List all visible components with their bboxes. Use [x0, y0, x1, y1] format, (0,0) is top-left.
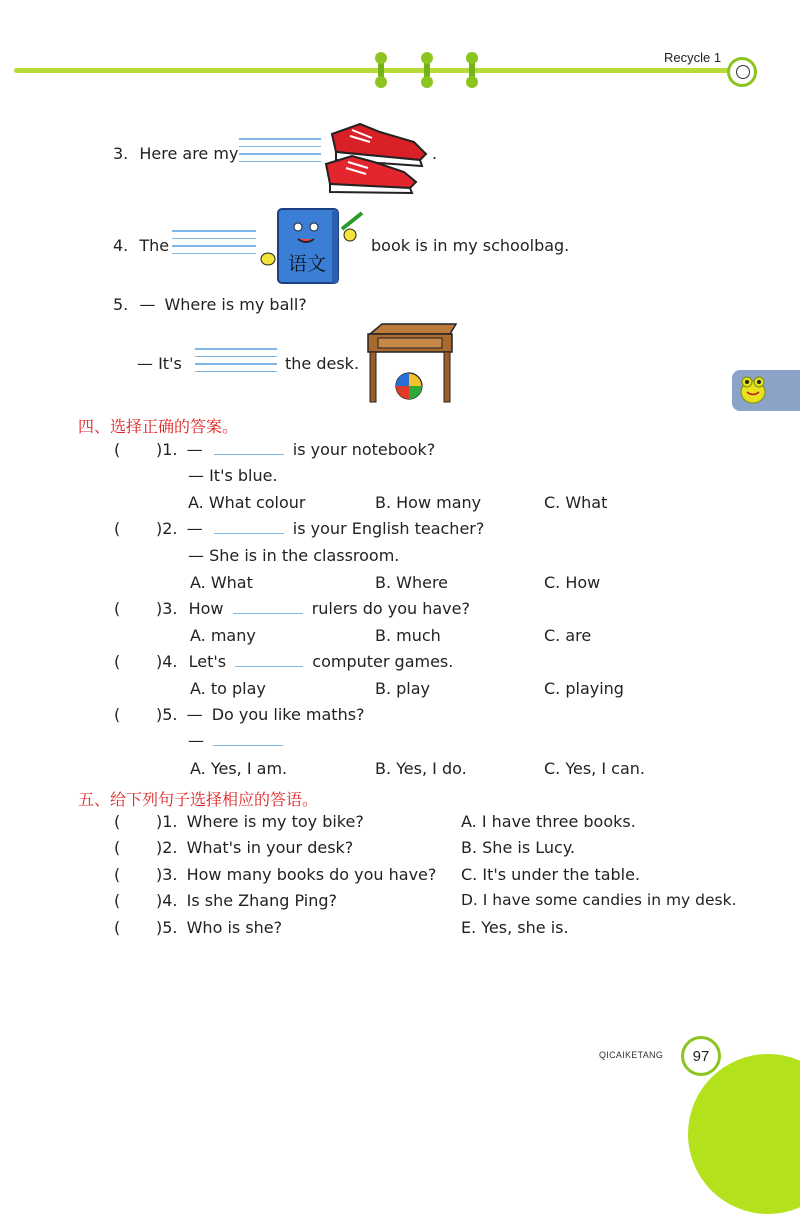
option-a[interactable]: A. many	[190, 626, 256, 645]
question-line	[156, 707, 365, 723]
question-number: )1.	[156, 440, 178, 459]
desk-with-ball-image	[364, 322, 458, 404]
answer-paren[interactable]: (	[114, 812, 121, 831]
item-text: The	[139, 236, 170, 255]
mascot-logo-icon	[727, 57, 757, 87]
item-number: 3.	[113, 144, 129, 163]
dash: —	[186, 519, 203, 538]
question-text: Do you like maths?	[211, 705, 365, 724]
section-5-heading: 五、给下列句子选择相应的答语。	[78, 790, 319, 809]
header-bar	[14, 68, 732, 73]
question-text: computer games.	[312, 652, 454, 671]
reply-text: — She is in the classroom.	[188, 546, 400, 565]
answer-paren[interactable]: (	[114, 652, 121, 671]
match-question	[156, 893, 337, 909]
option-b[interactable]: B. play	[375, 679, 431, 698]
question-number: )3.	[156, 599, 178, 618]
sneakers-image	[322, 112, 434, 194]
binder-pin-icon	[378, 54, 384, 86]
answer-blank[interactable]	[239, 138, 321, 176]
option-c[interactable]: C. What	[544, 493, 608, 512]
question-text: How	[188, 599, 224, 618]
match-question	[156, 840, 353, 856]
fill-item-5	[113, 297, 307, 313]
chinese-book-image	[258, 205, 366, 289]
answer-blank[interactable]	[235, 666, 303, 667]
question-number: )5.	[156, 918, 178, 937]
section-4-heading: 四、选择正确的答案。	[78, 417, 239, 436]
match-question	[156, 814, 364, 830]
dash: —	[188, 731, 204, 750]
answer-blank[interactable]	[233, 613, 303, 614]
question-line	[156, 442, 435, 458]
answer-paren[interactable]: (	[114, 838, 121, 857]
question-text: is your English teacher?	[292, 519, 485, 538]
question-text: rulers do you have?	[311, 599, 470, 618]
answer-blank[interactable]	[172, 230, 256, 268]
option-b[interactable]: B. Where	[375, 573, 449, 592]
question-number: )2.	[156, 519, 178, 538]
answer-paren[interactable]: (	[114, 918, 121, 937]
page-number: 97	[681, 1036, 721, 1076]
binder-pin-icon	[469, 54, 475, 86]
question-text: Let's	[188, 652, 227, 671]
option-c[interactable]: C. playing	[544, 679, 624, 698]
option-b[interactable]: B. much	[375, 626, 441, 645]
answer-paren[interactable]: (	[114, 599, 121, 618]
match-answer: D. I have some candies in my desk.	[461, 891, 737, 909]
answer-paren[interactable]: (	[114, 705, 121, 724]
item-number: 4.	[113, 236, 129, 255]
question-text: Where is my toy bike?	[186, 812, 364, 831]
reply-line	[188, 733, 283, 749]
match-question	[156, 867, 436, 883]
answer-blank[interactable]	[213, 745, 283, 746]
question-number: )5.	[156, 705, 178, 724]
question-line	[156, 521, 484, 537]
binder-pin-icon	[424, 54, 430, 86]
question-number: )1.	[156, 812, 178, 831]
match-answer: E. Yes, she is.	[461, 918, 569, 937]
option-a[interactable]: A. What colour	[188, 493, 306, 512]
dash: —	[186, 705, 203, 724]
question-number: )4.	[156, 652, 178, 671]
corner-decoration	[688, 1054, 800, 1214]
answer-blank[interactable]	[214, 454, 284, 455]
match-question	[156, 920, 282, 936]
question-text: Is she Zhang Ping?	[186, 891, 337, 910]
answer-blank[interactable]	[195, 348, 277, 386]
question-text: is your notebook?	[292, 440, 436, 459]
answer-paren[interactable]: (	[114, 891, 121, 910]
item-text: Here are my	[139, 144, 239, 163]
question-text: What's in your desk?	[186, 838, 354, 857]
option-a[interactable]: A. Yes, I am.	[190, 759, 288, 778]
answer-blank[interactable]	[214, 533, 284, 534]
question-line	[156, 601, 470, 617]
question-number: )3.	[156, 865, 178, 884]
match-answer: A. I have three books.	[461, 812, 636, 831]
option-c[interactable]: C. How	[544, 573, 601, 592]
item-text-end: .	[432, 144, 438, 163]
fill-item-4	[113, 238, 169, 254]
option-a[interactable]: A. What	[190, 573, 253, 592]
answer-paren[interactable]: (	[114, 440, 121, 459]
item-number: 5.	[113, 295, 129, 314]
item-text-end: the desk.	[285, 354, 360, 373]
publisher-label: QICAIKETANG	[599, 1050, 664, 1060]
match-answer: B. She is Lucy.	[461, 838, 576, 857]
answer-paren[interactable]: (	[114, 519, 121, 538]
dash: —	[186, 440, 203, 459]
option-c[interactable]: C. Yes, I can.	[544, 759, 645, 778]
option-a[interactable]: A. to play	[190, 679, 266, 698]
match-answer: C. It's under the table.	[461, 865, 641, 884]
question-line	[156, 654, 453, 670]
book-cover-label: 语文	[288, 253, 327, 275]
answer-paren[interactable]: (	[114, 865, 121, 884]
fill-item-3	[113, 146, 238, 162]
option-b[interactable]: B. Yes, I do.	[375, 759, 467, 778]
option-b[interactable]: B. How many	[375, 493, 482, 512]
item-text: Where is my ball?	[164, 295, 307, 314]
reply-text: — It's blue.	[188, 466, 278, 485]
item-text-end: book is in my schoolbag.	[371, 236, 570, 255]
question-number: )4.	[156, 891, 178, 910]
frog-icon	[738, 374, 768, 406]
question-text: Who is she?	[186, 918, 283, 937]
unit-label: Recycle 1	[664, 50, 722, 65]
option-c[interactable]: C. are	[544, 626, 592, 645]
dash: —	[139, 295, 156, 314]
question-number: )2.	[156, 838, 178, 857]
answer-prefix: — It's	[137, 354, 182, 373]
question-text: How many books do you have?	[186, 865, 437, 884]
